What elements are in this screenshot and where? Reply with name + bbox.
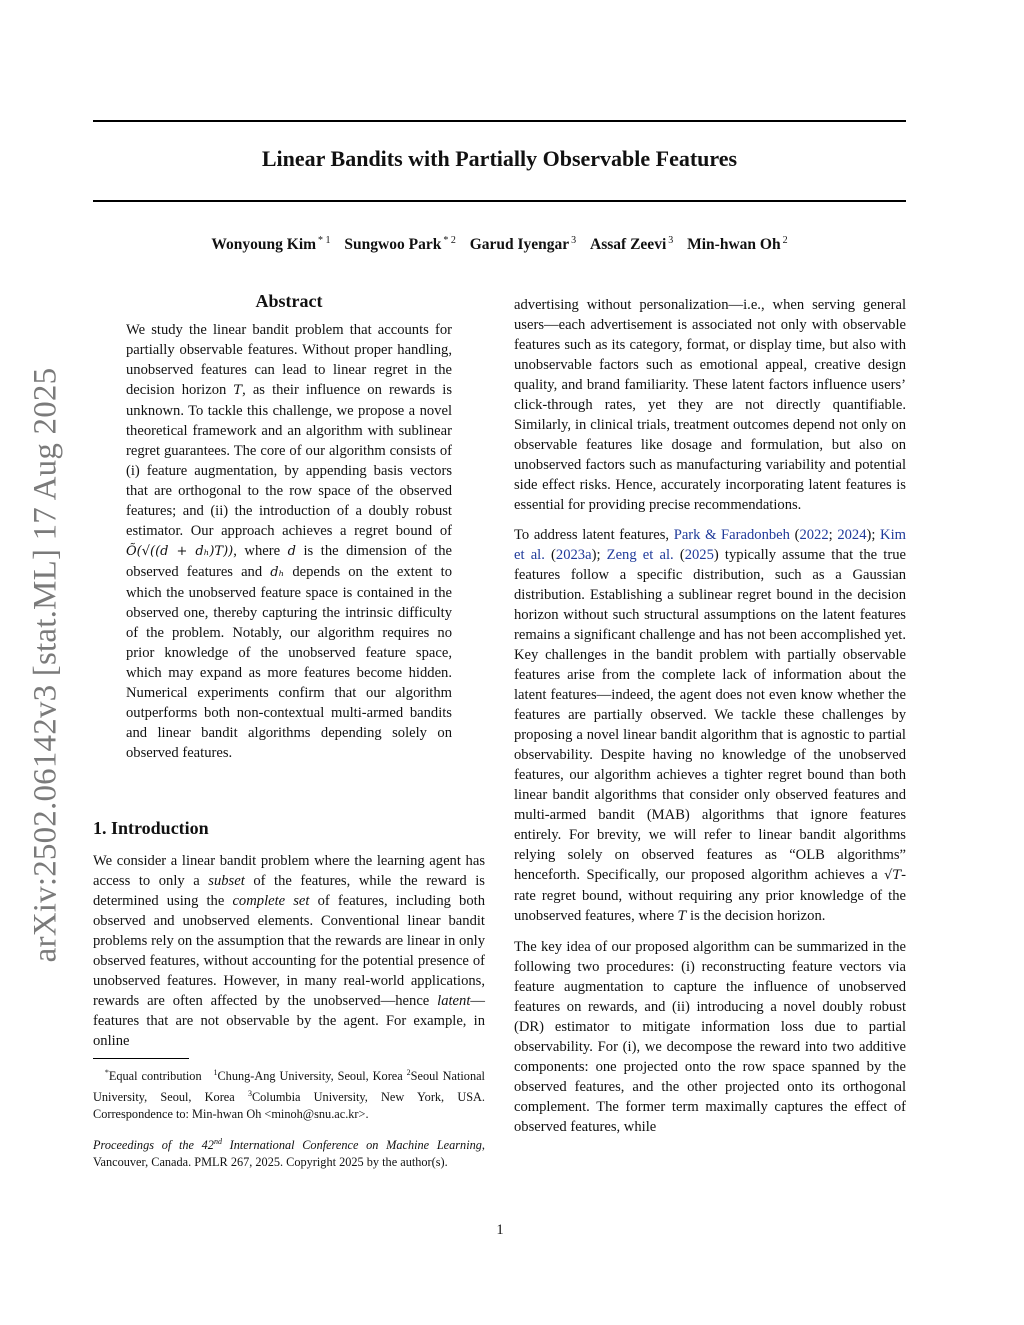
citation-link[interactable]: 2025 [684,547,714,563]
introduction-body [93,851,485,1051]
citation-link[interactable]: Zeng et al. [606,547,674,563]
page-number: 1 [496,1222,504,1238]
proceedings-note: Proceedings of the 42nd International Conference on Machine Learning, Vancouver, Canada. PMLR 267, 2025. Copyright 2025 by the author(s). [93,1137,485,1170]
abstract-paragraph: We study the linear bandit problem that accounts for partially observable features. Without proper handling, unobserved features can lead to linear regret in the decision horizon T, as their influence on rewards is unknown. To tackle this challenge, we propose a novel theoretical framework and an algorithm with sublinear regret guarantees. The core of our algorithm consists of (i) feature augmentation, by appending basis vectors that are orthogonal to the row space of the observed features; and (ii) the introduction of a doubly robust estimator. Our approach achieves a regret bound of Õ(√((d + dₕ)T)), where d is the dimension of the observed features and dₕ depends on the extent to which the unobserved feature space is contained in the observed one, thereby capturing the intrinsic difficulty of the problem. Notably, our algorithm requires no prior knowledge of the unobserved feature space, which may expand as more features become hidden. Numerical experiments confirm that our algorithm outperforms both non-contextual multi-armed bandits and linear bandit algorithms depending solely on observed features. [126,322,452,761]
body-paragraph: To address latent features, Park & Faradonbeh (2022; 2024); Kim et al. (2023a); Zeng et al. (2025) typically assume that the true features follow a specific distribution, such as a Gaussian distribution. Establishing a sublinear regret bound in the decision horizon without such structural assumptions on the latent features remains a significant challenge and has not been accomplished yet. Key challenges in the bandit problem with partially observable features arise from the complete lack of information about the latent features—indeed, the agent does not even know whether the features are partially observed. We tackle these challenges by proposing a novel linear bandit algorithm that is agnostic to partial observability. Despite having no knowledge of the unobserved features, our algorithm achieves a tighter regret bound than both linear bandit algorithms that consider only observed features and multi-armed bandit (MAB) algorithms that ignore features entirely. For brevity, we will refer to linear bandit algorithms relying solely on observed features as “OLB algorithms” henceforth. Specifically, our proposed algorithm achieves a √T-rate regret bound, without requiring any prior knowledge of the unobserved features, where T is the decision horizon. [514,527,906,924]
section-heading-introduction: 1. Introduction [93,818,209,838]
right-column-body [514,295,906,1137]
footnotes [93,1064,485,1171]
author: Min-hwan Oh $^2$ [687,235,788,254]
author: Wonyoung Kim $^{* 1}$ [211,235,331,254]
body-paragraph: advertising without personalization—i.e., when serving general users—each advertisement is associated not only with observable features such as its category, format, or display time, but also with unobservable factors such as emotional appeal, creative design quality, and brand familiarity. These latent factors influence users’ click-through rates, yet they are not directly quantifiable. Similarly, in clinical trials, treatment outcomes depend not only on observable features like dosage and formulation, but also on unobserved factors such as manufacturing variability and potential side effect risks. Hence, accurately incorporating latent features is essential for providing precise recommendations. [514,297,906,513]
abstract-heading: Abstract [255,291,323,311]
abstract-body [126,320,452,763]
author-list [93,235,906,254]
paper-title: Linear Bandits with Partially Observable Features [261,146,738,171]
arxiv-identifier: arXiv:2502.06142v3 [stat.ML] 17 Aug 2025 [27,367,64,963]
citation-link[interactable]: 2023a [555,547,592,563]
footnote-rule [93,1058,189,1059]
citation-link[interactable]: Kim et al. [514,527,906,563]
citation-link[interactable]: 2024 [837,527,867,543]
author: Assaf Zeevi $^3$ [590,235,674,254]
regret-bound-formula: Õ(√((d + dₕ)T)) [126,544,234,559]
author: Sungwoo Park $^{* 2}$ [344,235,456,254]
author: Garud Iyengar $^3$ [469,235,577,254]
title-rule-top [93,120,906,122]
affiliation-footnote: *Equal contribution $^1$Chung-Ang University, Seoul, Korea $^2$Seoul National University, Seoul, Korea $^3$Columbia University, New York, USA. Correspondence to: Min-hwan Oh <minoh@snu.ac.kr>. [93,1068,486,1122]
citation-link[interactable]: 2022 [799,527,829,543]
title-rule-bottom [93,200,906,202]
body-paragraph: The key idea of our proposed algorithm can be summarized in the following two procedures: (i) reconstructing feature vectors via feature augmentation to capture the influence of unobserved features on rewards, and (ii) introducing a novel doubly robust (DR) estimator to mitigate information loss due to partial observability. For (i), we decompose the reward into two additive components: one projected onto the row space spanned by the observed features, and the other projected onto its orthogonal complement. The former term maximally captures the effect of observed features, while [514,939,906,1135]
citation-link[interactable]: Park & Faradonbeh [673,527,790,543]
intro-paragraph: We consider a linear bandit problem where the learning agent has access to only a subset of the features, while the reward is determined using the complete set of features, including both observed and unobserved elements. Conventional linear bandit problems rely on the assumption that the rewards are linear in only observed features, without accounting for the potential presence of unobserved features. However, in many real-world applications, rewards are often affected by the unobserved—hence latent—features that are not observable by the agent. For example, in online [93,853,485,1049]
